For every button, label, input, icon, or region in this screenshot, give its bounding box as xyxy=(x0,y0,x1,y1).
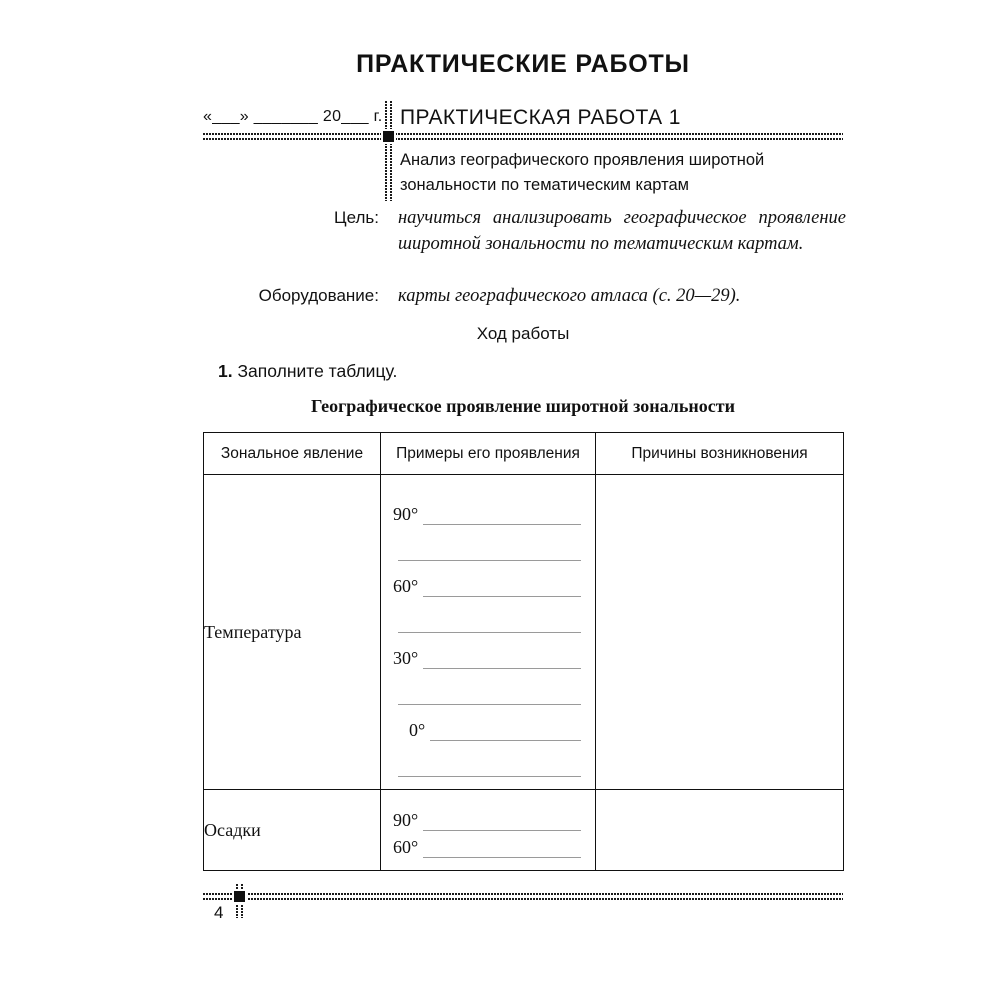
header-divider-rule xyxy=(203,133,843,140)
write-rule[interactable] xyxy=(423,856,581,858)
phenomenon-temperature: Температура xyxy=(204,475,381,790)
column-header-examples: Примеры его проявления xyxy=(381,433,596,475)
table-header-row xyxy=(204,433,844,475)
column-header-causes: Причины возникновения xyxy=(596,433,844,475)
task-number: 1. xyxy=(218,361,233,381)
table-row xyxy=(204,790,844,871)
phenomenon-precipitation: Осадки xyxy=(204,790,381,871)
table-row xyxy=(204,475,844,790)
header-vertical-rule xyxy=(385,101,392,201)
write-rule[interactable] xyxy=(423,667,581,669)
procedure-heading: Ход работы xyxy=(476,324,570,343)
latitude-label: 90° xyxy=(393,504,419,524)
fill-line[interactable] xyxy=(393,741,581,777)
causes-temperature-cell[interactable] xyxy=(596,475,844,790)
column-header-phenomenon: Зональное явление xyxy=(204,433,381,475)
fill-in-lines-precipitation xyxy=(381,790,595,870)
write-rule[interactable] xyxy=(398,631,581,633)
causes-precipitation-cell[interactable] xyxy=(596,790,844,871)
date-blank-line: «___» _______ 20___ г. xyxy=(203,108,383,125)
write-rule[interactable] xyxy=(398,775,581,777)
latitude-label: 60° xyxy=(393,837,419,857)
task-text: Заполните таблицу. xyxy=(237,361,398,381)
table-caption: Географическое проявление широтной зональности xyxy=(311,396,735,416)
fill-in-lines-temperature xyxy=(381,475,595,789)
write-rule[interactable] xyxy=(423,829,581,831)
page-number: 4 xyxy=(214,903,224,922)
fill-line[interactable] xyxy=(393,804,581,831)
latitude-label: 0° xyxy=(409,720,426,740)
write-rule[interactable] xyxy=(398,559,581,561)
fill-line[interactable] xyxy=(393,669,581,705)
latitude-label: 60° xyxy=(393,576,419,596)
fill-line[interactable] xyxy=(393,525,581,561)
equipment-label: Оборудование: xyxy=(258,286,379,305)
fill-line[interactable] xyxy=(393,831,581,858)
task-item-1 xyxy=(218,361,397,382)
footer-rule-node-marker xyxy=(232,889,247,904)
latitude-label: 30° xyxy=(393,648,419,668)
page-title: ПРАКТИЧЕСКИЕ РАБОТЫ xyxy=(356,50,690,78)
examples-temperature-cell[interactable] xyxy=(381,475,596,790)
zonality-table xyxy=(203,432,844,871)
write-rule[interactable] xyxy=(423,595,581,597)
goal-value: научиться анализировать географическое проявление широтной зональности по тематическим картам. xyxy=(398,208,846,254)
header-rule-node-marker xyxy=(381,129,396,144)
fill-line[interactable] xyxy=(393,633,581,669)
examples-precipitation-cell[interactable] xyxy=(381,790,596,871)
fill-line[interactable] xyxy=(393,705,581,741)
fill-line[interactable] xyxy=(393,489,581,525)
fill-line[interactable] xyxy=(393,561,581,597)
write-rule[interactable] xyxy=(423,523,581,525)
latitude-label: 90° xyxy=(393,810,419,830)
equipment-value: карты географического атласа (с. 20—29). xyxy=(398,286,741,306)
write-rule[interactable] xyxy=(430,739,581,741)
practical-work-title: ПРАКТИЧЕСКАЯ РАБОТА 1 xyxy=(400,106,681,129)
footer-divider-rule xyxy=(203,893,843,900)
practical-work-subtitle: Анализ географического проявления широтной зональности по тематическим картам xyxy=(400,151,765,194)
fill-line[interactable] xyxy=(393,597,581,633)
write-rule[interactable] xyxy=(398,703,581,705)
goal-label: Цель: xyxy=(334,208,379,227)
